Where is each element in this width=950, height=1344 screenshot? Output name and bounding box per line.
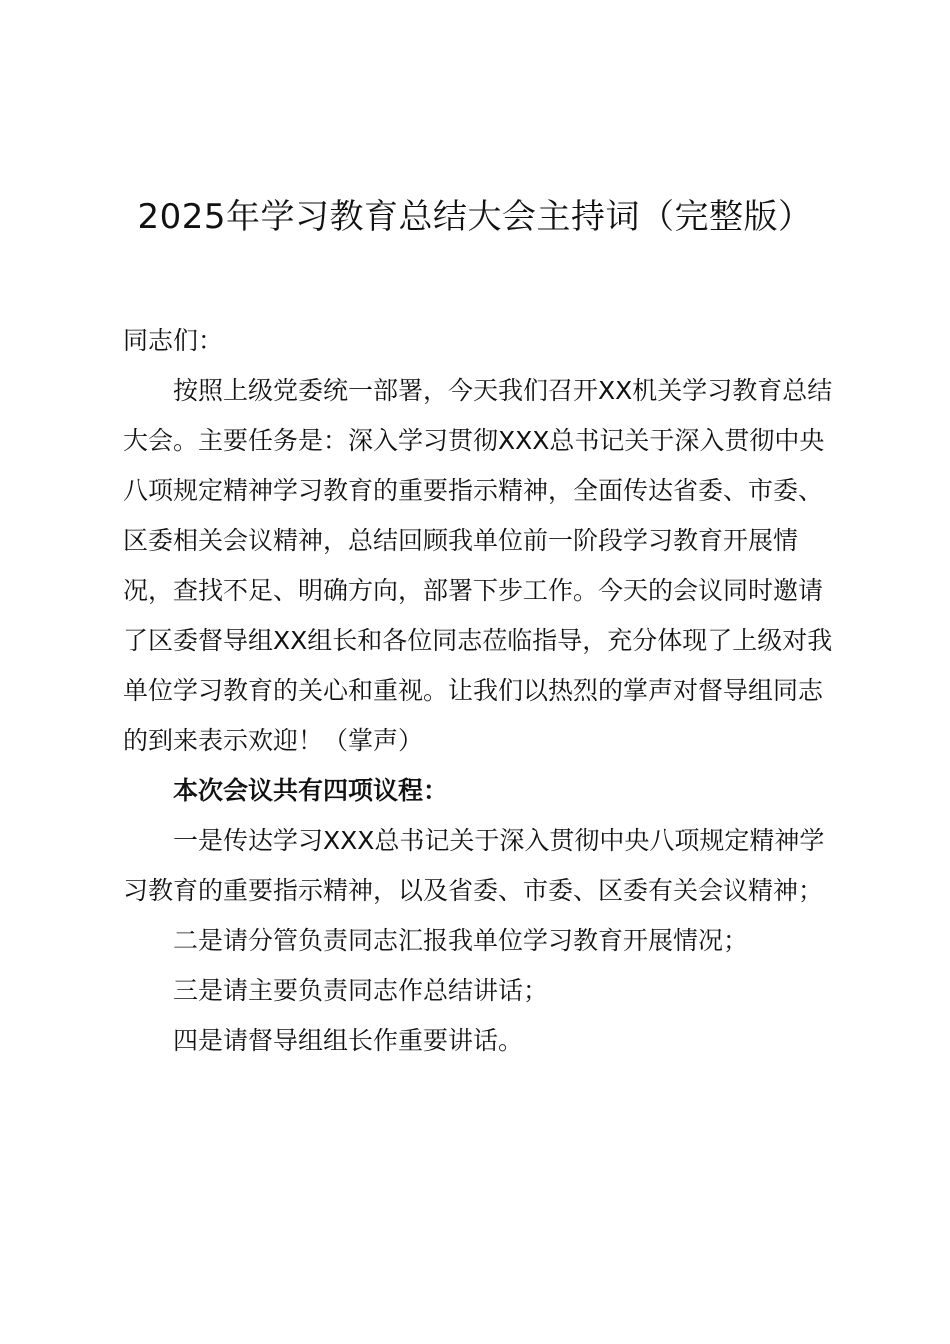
intro-paragraph: 按照上级党委统一部署，今天我们召开XX机关学习教育总结大会。主要任务是：深入学习贯彻XXX总书记关于深入贯彻中央八项规定精神学习教育的重要指示精神，全面传达省委、市委、区委相关会议精神，总结回顾我单位前一阶段学习教育开展情况，查找不足、明确方向，部署下步工作。今天的会议同时邀请了区委督导组XX组长和各位同志莅临指导，充分体现了上级对我单位学习教育的关心和重视。让我们以热烈的掌声对督导组同志的到来表示欢迎！（掌声） bbox=[123, 376, 833, 755]
agenda-item-3: 三是请主要负责同志作总结讲话； bbox=[173, 976, 549, 1005]
document-body bbox=[123, 316, 833, 1066]
agenda-item-4: 四是请督导组组长作重要讲话。 bbox=[173, 1026, 524, 1055]
document-title: 2025年学习教育总结大会主持词（完整版） bbox=[137, 197, 813, 237]
agenda-item-2: 二是请分管负责同志汇报我单位学习教育开展情况； bbox=[173, 926, 749, 955]
agenda-item-1: 一是传达学习XXX总书记关于深入贯彻中央八项规定精神学习教育的重要指示精神，以及省委、市委、区委有关会议精神； bbox=[123, 826, 825, 905]
agenda-heading: 本次会议共有四项议程： bbox=[173, 776, 449, 805]
salutation: 同志们： bbox=[123, 326, 224, 355]
